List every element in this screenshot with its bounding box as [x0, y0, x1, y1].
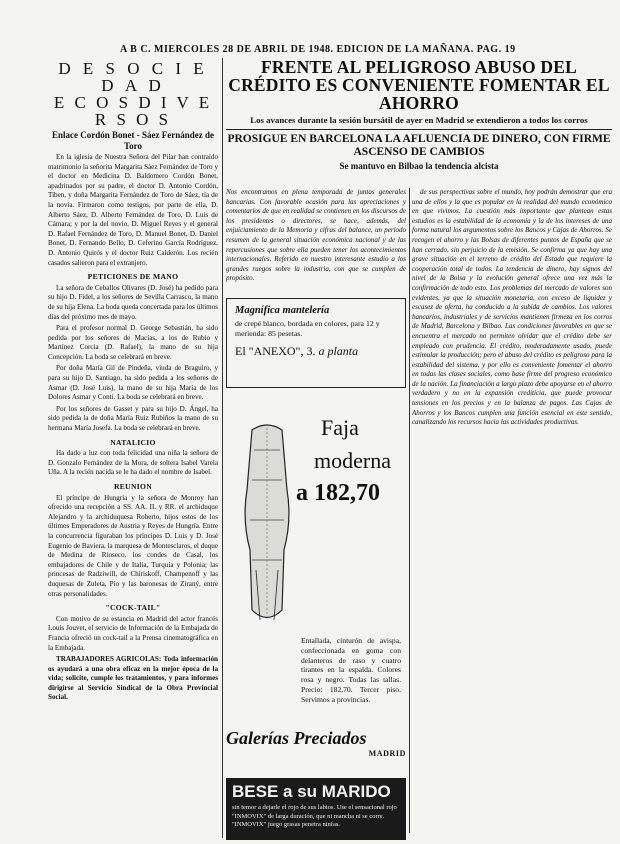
society-column — [48, 60, 218, 844]
wedding-subtitle: Enlace Cordón Bonet - Sáez Fernández de Toro — [52, 130, 214, 151]
main-headline: FRENTE AL PELIGROSO ABUSO DEL CRÉDITO ES CONVENIENTE FOMENTAR EL AHORRO — [228, 57, 610, 113]
ad-price: a 182,70 — [296, 480, 380, 506]
misc-title: E C O S D I V E R S O S — [53, 93, 213, 129]
middle-column — [226, 188, 406, 838]
column-divider — [409, 188, 410, 833]
paragraph: El príncipe de Hungría y la señora de Monroy han ofrecido una recepción a SS. AA. II. y RR. el archiduque Alejandro y la archiduquesa Roberto, hijos estos de los últimos Emperadores de Austria y Reyes de Hungría. Entre la concurrencia figuraban los príncipes D. Luis y D. José Eugenio de Baviera, la marquesa de Montesclaros, el duque de Medina de Rioseco, los condes de Casal, los embajadores de Chile y de Italia, Turquía y Polonia; las princesas de Radziwill, de Chiriskoff, Champenoff y las duquesas de Zuleta, Pío y las baronesas de Ziraný, entre otras personalidades. — [48, 493, 218, 598]
wedding-paragraph: En la iglesia de Nuestra Señora del Pilar han contraído matrimonio la señorita Margarita Sáez Fernández de Toro y el doctor en Medicina D. Baldomero Cordón Bonet, apadrinados por su padre, el doctor D. Antonio Cordón, Tiben, y doña Margarita Fernández de Toro de Sáez, tía de la novia. Firmaron como testigos, por parte de ella, D. Alberto Sáez, D. Alberto Fernández de Toro, D. Luis de Cámara; y por la del novio, D. Miguel Reyes y el general D. Rafael Fernández de Toro, D. Manuel Bonet, D. Daniel Bonet, D. Fernando Bello, D. Ceferino García Rodríguez, D. Antonio Quirós y el doctor Ruiz Calderón. Los recién casados salieron para el extranjero. — [48, 153, 218, 267]
lipstick-ad-headline: BESE a su MARIDO — [232, 782, 391, 801]
ad-word: moderna — [314, 448, 391, 473]
section-heading: REUNION — [114, 482, 152, 491]
store-name: Galerías Preciados — [226, 728, 367, 748]
ad-footer: El "ANEXO", 3. a planta — [235, 344, 359, 358]
paragraph: Ha dado a luz con toda felicidad una niña la señora de D. Gonzalo Fernández de la Mora, de soltera Isabel Varela Uña. A la recién nacida se le ha dado el nombre de Isabel. — [48, 449, 218, 477]
lipstick-ad-body: sin temor a dejarle el rojo de sus labios. Use el sensacional rojo "INMOVIX" de larga duración, que ni mancha ni se corre. "INMOVIX" juego grasas penetra ninfas. — [232, 804, 397, 828]
society-title: D E S O C I E D A D — [58, 60, 208, 95]
store-city: MADRID — [368, 749, 406, 758]
main-article-header — [226, 58, 612, 172]
section-heading: NATALICIO — [110, 437, 156, 447]
article-intro: Nos encontramos en plena temporada de juntas generales bancarias. Con favorable ocasión para las apreciaciones y comentarios de que en realidad se contienen en los discursos de los presidentes o directores, se hace, además, del enjuiciamiento de la Memoria y cifras del balance, un período resumen de la general situación económica nacional y de las repercusiones que sobre ella pueden tener los acontecimientos internacionales. Referido en nuestro interesante estudio a los grandes ruegos sobre la industria, con que se cumplen de propósito. — [226, 188, 406, 283]
girdle-ad — [226, 400, 406, 710]
paragraph: La señora de Ceballos Olivares (D. José) ha pedido para su hijo D. Fidel, a los señores de Sevilla Carrasco, la mano de su hija Elena. La boda queda concertada para los últimos días del próximo mes de mayo. — [48, 283, 218, 321]
ad-body: de crepé blanco, bordada en colores, para 12 y merienda: 85 pesetas. — [235, 319, 380, 338]
ad-title: Magnífica mantelería — [235, 305, 330, 316]
notice-paragraph: TRABAJADORES AGRICOLAS: Toda información os ayudará a una obra eficaz en la mejor época de la vida; solicite, cumple los tratamientos, y para informes dirigirse al Servicio Sindical de la Obra Provincial Social. — [48, 655, 218, 702]
paragraph: Para el profesor normal D. George Sebastián, ha sido pedida por los señores de Macías, a los de Rubio y Martínez Corcia (D. Rafael), la mano de su hija Concepción. La boda se celebrará en breve. — [48, 324, 218, 361]
column-divider — [222, 58, 223, 838]
ad-body: Entallada, cinturón de avispa, confeccionada en goma con delanteros de raso y cuatro tirantes en la espalda. Colores rosa y negro. Todas las tallas. Precio: 182,70. Tercer piso. Servimos a provincias. — [301, 636, 401, 704]
article-text: de sus perspectivas sobre el mundo, hoy podrán demostrar que era una de ellos y la que es popular en la realidad del mundo económico en que vivimos. La cuestión más importante que plantean estas estudios es la estabilidad de la economía y la de los intereses de una forma natural los argumentos sobre los Bancos y Cajas de Ahorros. Se recogen el ahorro y las Bolsas de diferentes puntos de España que se han cerrado, sin perjuicio de la emisión. Se confirma ya que hay una grave situación en el terreno de crédito del Estado que requiere la cooperación total de todos. La tendencia de dinero, hay signos del nivel de la Bolsa y la evolución general ofrece una vez más la confirmación de todo esto. Los problemas del mercado de valores son evidentes, ya que la situación monetaria, con exceso de liquidez y escasez de oferta, ha conducido a la subida de cambios. Los valores bancarios, industriales y de servicios mantienen firmeza en los corros de Madrid, Barcelona y Bilbao. Las condiciones favorables en que se encuentra el mercado no permiten olvidar que el crédito debe ser empleado con prudencia. El crédito, moderadamente usado, puede estimular la producción; pero el abuso del crédito es peligroso para la estabilidad del sistema, y por ello es conveniente fomentar el ahorro en todas las clases sociales, como base firme del progreso económico de la nación. La financiación a largo plazo debe apoyarse en el ahorro verdadero y no en la expansión crediticia, que puede provocar tensiones en los precios y en la balanza de pagos. Las Cajas de Ahorros y los Bancos cumplen una función esencial en este sentido, canalizando los recursos hacia las actividades productivas. — [412, 188, 612, 427]
section-heading: "COCK-TAIL" — [105, 603, 161, 613]
paragraph: Por doña María Gil de Pindeña, viuda de Braguiro, y para su hijo D. Santiago, ha sido pedida a los señores de Asmar (D. José Luis), la mano de su hija María de los Dolores Asmar y Conti. La boda se celebrará en breve. — [48, 364, 218, 402]
right-column — [412, 188, 612, 838]
second-headline: PROSIGUE EN BARCELONA LA AFLUENCIA DE DINERO, CON FIRME ASCENSO DE CAMBIOS — [227, 133, 611, 158]
page-header: A B C. MIERCOLES 28 DE ABRIL DE 1948. EDICION DE LA MAÑANA. PAG. 19 — [120, 44, 516, 55]
article-body — [226, 188, 612, 838]
ad-word: Faja — [321, 415, 359, 440]
lipstick-ad — [226, 778, 406, 840]
paragraph: Con motivo de su estancia en Madrid del actor francés Louis Jouvet, el servicio de Información de la Embajada de Francia ofreció un cock-tail a la Prensa cinematográfica en la Embajada. — [48, 614, 218, 652]
girdle-illustration — [232, 420, 302, 630]
second-subheadline: Se mantuvo en Bilbao la tendencia alcista — [339, 161, 499, 171]
store-ad — [226, 728, 406, 758]
section-heading: PETICIONES DE MANO — [87, 272, 179, 282]
tablecloth-ad — [226, 298, 406, 388]
rule — [226, 129, 612, 130]
main-subheadline: Los avances durante la sesión bursátil de ayer en Madrid se extendieron a todos los corros — [250, 115, 588, 125]
paragraph: Por los señores de Gasset y para su hijo D. Ángel, ha sido pedida la de doña María Ruiz Rubiños la mano de su hermana María Josefa. La boda se celebrará en breve. — [48, 404, 218, 433]
